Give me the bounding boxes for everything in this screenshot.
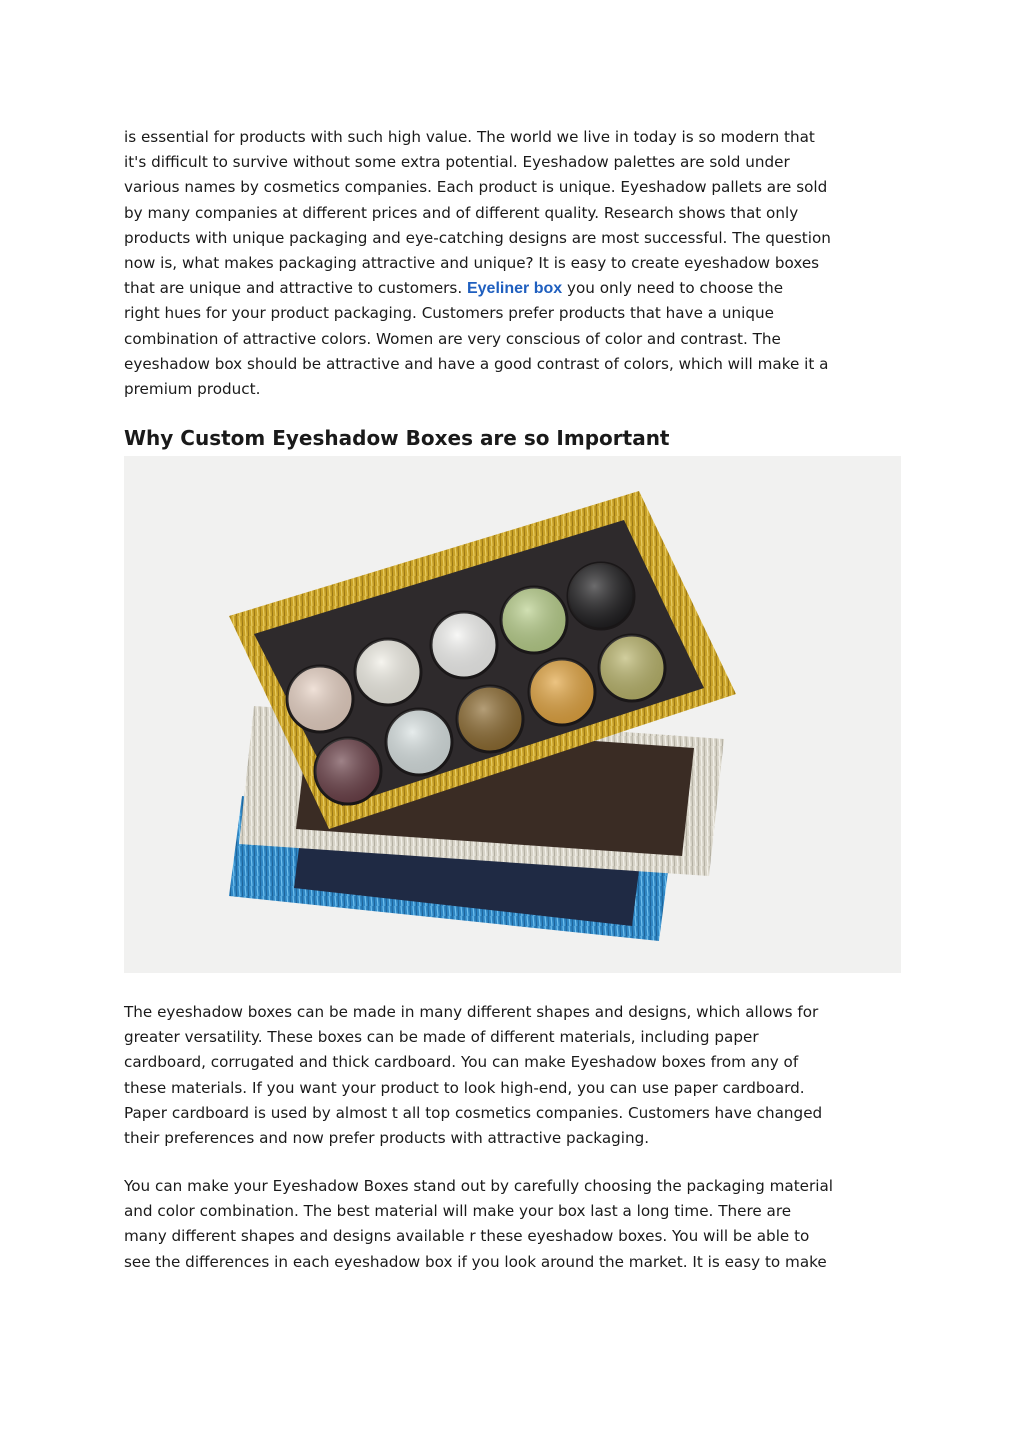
- pan-shine: [287, 666, 353, 732]
- paragraph-line: it's difficult to survive without some extra potential. Eyeshadow palettes are sold under: [124, 153, 790, 172]
- eyeshadow-palette-photo: [124, 456, 901, 973]
- paragraph-line: their preferences and now prefer products with attractive packaging.: [124, 1129, 650, 1148]
- pan-shine: [355, 639, 421, 705]
- paragraph-line: see the differences in each eyeshadow box if you look around the market. It is easy to make: [124, 1252, 827, 1271]
- paragraph-3: [124, 1174, 904, 1275]
- eyeliner-box-link[interactable]: Eyeliner box: [466, 280, 563, 298]
- paragraph-line: You can make your Eyeshadow Boxes stand out by carefully choosing the packaging material: [124, 1177, 833, 1195]
- paragraph-line: and color combination. The best material will make your box last a long time. There are: [124, 1202, 792, 1221]
- paragraph-line: many different shapes and designs available r these eyeshadow boxes. You will be able to: [124, 1227, 810, 1246]
- paragraph-line: is essential for products with such high value. The world we live in today is so modern that: [124, 128, 815, 146]
- paragraph-2: [124, 1000, 904, 1151]
- pan-shine: [431, 612, 497, 678]
- paragraph-line: greater versatility. These boxes can be made of different materials, including paper: [124, 1028, 759, 1047]
- pan-shine: [529, 659, 595, 725]
- section-heading: Why Custom Eyeshadow Boxes are so Important: [124, 426, 670, 450]
- paragraph-line: various names by cosmetics companies. Each product is unique. Eyeshadow pallets are sold: [124, 178, 828, 197]
- link-trail-text: you only need to choose the: [562, 279, 784, 298]
- paragraph-line: cardboard, corrugated and thick cardboard. You can make Eyeshadow boxes from any of: [124, 1053, 799, 1072]
- pan-shine: [599, 635, 665, 701]
- paragraph-line: by many companies at different prices and of different quality. Research shows that only: [124, 203, 799, 222]
- link-lead-text: that are unique and attractive to customers.: [124, 279, 467, 298]
- paragraph-line: The eyeshadow boxes can be made in many different shapes and designs, which allows for: [124, 1003, 819, 1021]
- pan-shine: [501, 587, 567, 653]
- pan-shine: [315, 738, 381, 804]
- paragraph-line: products with unique packaging and eye-catching designs are most successful. The question: [124, 228, 831, 247]
- paragraph-line: Paper cardboard is used by almost t all top cosmetics companies. Customers have changed: [124, 1103, 823, 1122]
- palette-illustration: [124, 456, 901, 973]
- paragraph-line: these materials. If you want your product to look high-end, you can use paper cardboard.: [124, 1078, 805, 1097]
- paragraph-line: premium product.: [124, 380, 261, 399]
- paragraph-line: now is, what makes packaging attractive and unique? It is easy to create eyeshadow boxes: [124, 254, 820, 273]
- pan-shine: [568, 563, 634, 629]
- paragraph-line: eyeshadow box should be attractive and have a good contrast of colors, which will make it a: [124, 354, 829, 373]
- pan-shine: [457, 686, 523, 752]
- pan-shine: [386, 709, 452, 775]
- paragraph-line-with-link: [124, 276, 904, 301]
- paragraph-line: right hues for your product packaging. Customers prefer products that have a unique: [124, 304, 774, 323]
- intro-paragraph: [124, 125, 904, 402]
- paragraph-line: combination of attractive colors. Women are very conscious of color and contrast. The: [124, 329, 781, 348]
